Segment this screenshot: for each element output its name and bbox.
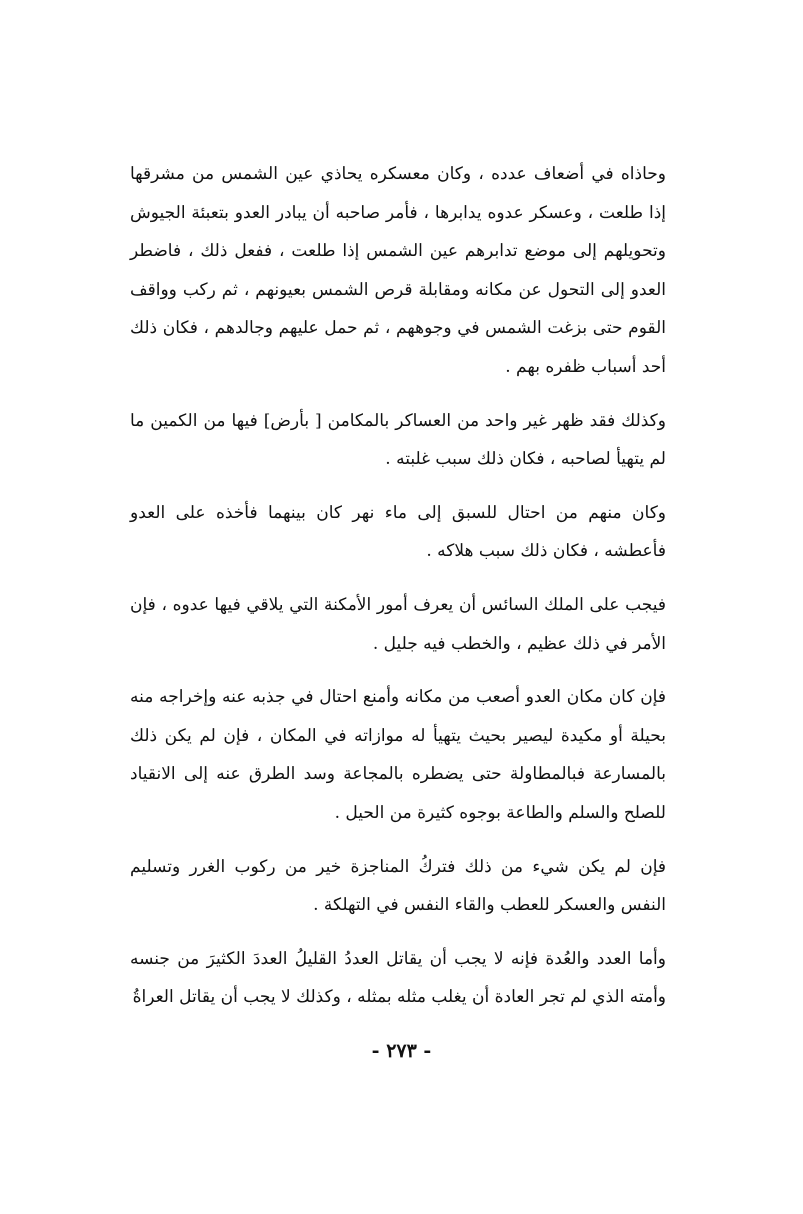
paragraph: وأما العدد والعُدة فإنه لا يجب أن يقاتل العددُ القليلُ العددَ الكثيرَ من جنسه وأمته الذي لم تجر العادة أن يغلب مثله بمثله ، وكذلك لا يجب أن يقاتل العراةُ [130,948,666,1008]
paragraph: فيجب على الملك السائس أن يعرف أمور الأمكنة التي يلاقي فيها عدوه ، فإن الأمر في ذلك عظيم ، والخطب فيه جليل . [130,594,666,654]
paragraph: فإن لم يكن شيء من ذلك فتركُ المناجزة خير من ركوب الغرر وتسليم النفس والعسكر للعطب والقاء النفس في التهلكة . [130,856,666,916]
paragraph: وكذلك فقد ظهر غير واحد من العساكر بالمكامن [ بأرض] فيها من الكمين ما لم يتهيأ لصاحبه ، فكان ذلك سبب غلبته . [130,410,666,470]
paragraph: وحاذاه في أضعاف عدده ، وكان معسكره يحاذي عين الشمس من مشرقها إذا طلعت ، وعسكر عدوه يدابرها ، فأمر صاحبه أن يبادر العدو بتعبئة الجيوش وتحويلهم إلى موضع تدابرهم عين الشمس إذا طلعت ، ففعل ذلك ، فاضطر العدو إلى التحول عن مكانه ومقابلة قرص الشمس بعيونهم ، ثم ركب وواقف القوم حتى بزغت الشمس في وجوههم ، ثم حمل عليهم وجالدهم ، فكان ذلك أحد أسباب ظفره بهم . [130,164,666,377]
page-number: - ٢٧٣ - [371,1040,432,1062]
paragraph: فإن كان مكان العدو أصعب من مكانه وأمنع احتال في جذبه عنه وإخراجه منه بحيلة أو مكيدة ليصير بحيث يتهيأ له موازاته في المكان ، فإن لم يكن ذلك بالمسارعة فبالمطاولة حتى يضطره بالمجاعة وسد الطرق عنه إلى الانقياد للصلح والسلم والطاعة بوجوه كثيرة من الحيل . [130,687,666,823]
paragraph: وكان منهم من احتال للسبق إلى ماء نهر كان بينهما فأخذه على العدو فأعطشه ، فكان ذلك سبب هلاكه . [130,502,666,562]
body-text [130,155,666,1032]
